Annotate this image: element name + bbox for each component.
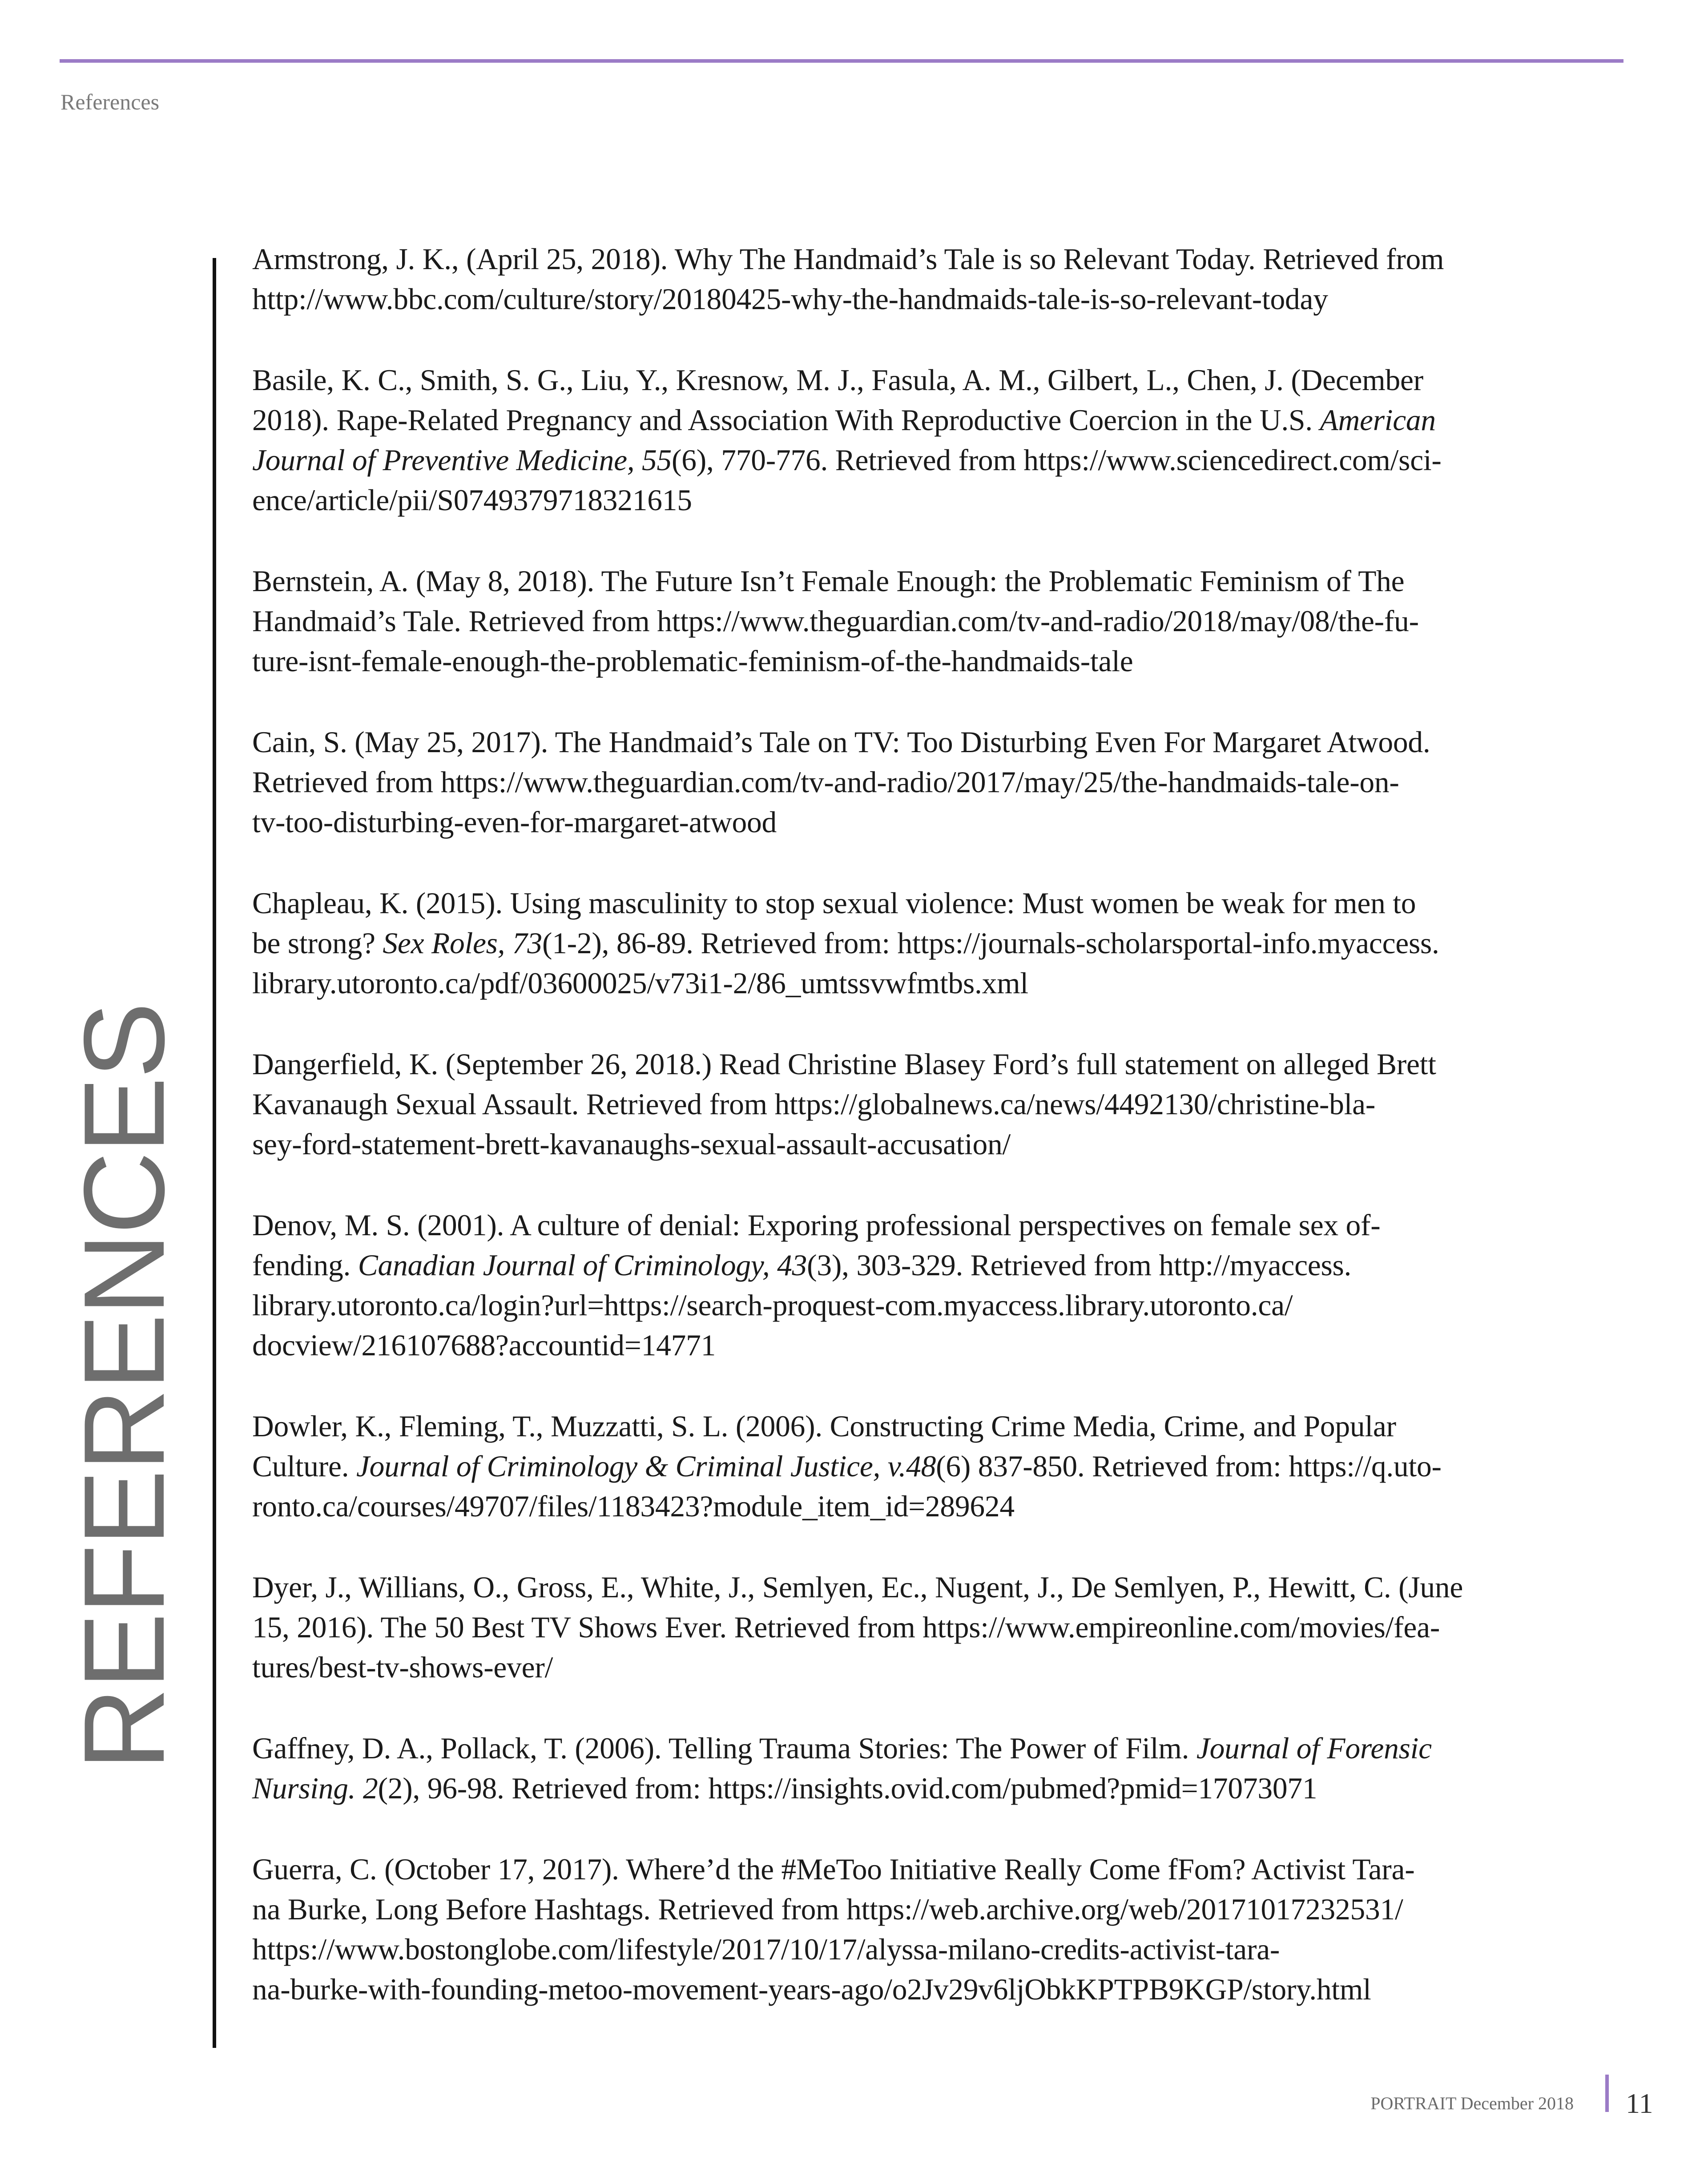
journal-title: Nursing. 2 (252, 1772, 378, 1805)
reference-line: 15, 2016). The 50 Best TV Shows Ever. Retrieved from https://www.empireonline.com/movies/fea- (252, 1611, 1440, 1644)
reference-item (252, 1850, 1587, 2010)
reference-line: Chapleau, K. (2015). Using masculinity to stop sexual violence: Must women be weak for men to (252, 887, 1416, 920)
journal-title: Journal of Preventive Medicine, 55 (252, 443, 672, 477)
reference-line (252, 1769, 1587, 1809)
reference-line: tv-too-disturbing-even-for-margaret-atwood (252, 806, 777, 839)
reference-item (252, 561, 1587, 681)
reference-line: Bernstein, A. (May 8, 2018). The Future Isn’t Female Enough: the Problematic Feminism of The (252, 564, 1405, 598)
reference-line: na-burke-with-founding-metoo-movement-years-ago/o2Jv29v6ljObkKPTPB9KGP/story.html (252, 1973, 1371, 2006)
reference-line (252, 923, 1587, 963)
reference-line: ence/article/pii/S0749379718321615 (252, 484, 692, 517)
reference-line (252, 400, 1587, 440)
reference-line: Dangerfield, K. (September 26, 2018.) Read Christine Blasey Ford’s full statement on alleged Brett (252, 1048, 1436, 1081)
reference-item (252, 1568, 1587, 1688)
reference-line: Dyer, J., Willians, O., Gross, E., White, J., Semlyen, Ec., Nugent, J., De Semlyen, P., Hewitt, C. (June (252, 1571, 1463, 1604)
reference-list (252, 239, 1587, 2051)
journal-title: Journal of Forensic (1196, 1732, 1432, 1765)
reference-item (252, 1406, 1587, 1527)
reference-line: tures/best-tv-shows-ever/ (252, 1651, 553, 1684)
reference-line: Cain, S. (May 25, 2017). The Handmaid’s Tale on TV: Too Disturbing Even For Margaret Atwood. (252, 725, 1430, 759)
reference-line: Handmaid’s Tale. Retrieved from https://www.theguardian.com/tv-and-radio/2018/may/08/the-fu- (252, 604, 1419, 638)
reference-line: ronto.ca/courses/49707/files/1183423?module_item_id=289624 (252, 1490, 1015, 1523)
reference-text: (3), 303-329. Retrieved from http://myaccess. (807, 1249, 1352, 1282)
reference-text: (6) 837-850. Retrieved from: https://q.uto- (936, 1450, 1442, 1483)
reference-line: Kavanaugh Sexual Assault. Retrieved from https://globalnews.ca/news/4492130/christine-bla- (252, 1088, 1376, 1121)
reference-text: be strong? (252, 927, 383, 960)
reference-line: http://www.bbc.com/culture/story/20180425-why-the-handmaids-tale-is-so-relevant-today (252, 282, 1328, 316)
reference-line (252, 1729, 1587, 1769)
reference-item (252, 722, 1587, 842)
reference-line (252, 1447, 1587, 1487)
running-head: References (60, 89, 160, 114)
reference-line (252, 1245, 1587, 1286)
reference-text: 2018). Rape-Related Pregnancy and Association With Reproductive Coercion in the U.S. (252, 403, 1320, 437)
reference-line: docview/216107688?accountid=14771 (252, 1329, 716, 1362)
reference-text: (2), 96-98. Retrieved from: https://insights.ovid.com/pubmed?pmid=17073071 (378, 1772, 1317, 1805)
footer-publication: PORTRAIT December 2018 (1370, 2093, 1574, 2113)
reference-line: na Burke, Long Before Hashtags. Retrieved from https://web.archive.org/web/20171017232531/ (252, 1893, 1403, 1926)
header-rule (60, 59, 1623, 63)
reference-line: Basile, K. C., Smith, S. G., Liu, Y., Kresnow, M. J., Fasula, A. M., Gilbert, L., Chen, J. (December (252, 363, 1423, 397)
reference-item (252, 1044, 1587, 1165)
reference-line: Denov, M. S. (2001). A culture of denial: Exporing professional perspectives on female sex of- (252, 1209, 1381, 1242)
reference-text: (1-2), 86-89. Retrieved from: https://journals-scholarsportal-info.myaccess. (542, 927, 1439, 960)
journal-title: Sex Roles, 73 (383, 927, 542, 960)
reference-item (252, 1205, 1587, 1366)
journal-title: American (1320, 403, 1436, 437)
reference-line: https://www.bostonglobe.com/lifestyle/2017/10/17/alyssa-milano-credits-activist-tara- (252, 1933, 1280, 1966)
reference-item (252, 883, 1587, 1003)
reference-line: Retrieved from https://www.theguardian.com/tv-and-radio/2017/may/25/the-handmaids-tale-on- (252, 766, 1399, 799)
sidebar-title-wrap (60, 1003, 188, 1770)
journal-title: Canadian Journal of Criminology, 43 (358, 1249, 807, 1282)
footer-rule (1605, 2075, 1609, 2112)
reference-text: (6), 770-776. Retrieved from https://www.sciencedirect.com/sci- (672, 443, 1442, 477)
reference-line (252, 440, 1587, 480)
reference-line: library.utoronto.ca/login?url=https://search-proquest-com.myaccess.library.utoronto.ca/ (252, 1289, 1293, 1322)
reference-line: sey-ford-statement-brett-kavanaughs-sexual-assault-accusation/ (252, 1128, 1011, 1161)
sidebar-title: REFERENCES (60, 1003, 188, 1770)
reference-text: Culture. (252, 1450, 356, 1483)
reference-line: ture-isnt-female-enough-the-problematic-feminism-of-the-handmaids-tale (252, 645, 1133, 678)
reference-text: Gaffney, D. A., Pollack, T. (2006). Telling Trauma Stories: The Power of Film. (252, 1732, 1196, 1765)
reference-line: Dowler, K., Fleming, T., Muzzatti, S. L. (2006). Constructing Crime Media, Crime, and Popular (252, 1410, 1396, 1443)
reference-line: Guerra, C. (October 17, 2017). Where’d the #MeToo Initiative Really Come fFom? Activist Tara- (252, 1853, 1415, 1886)
reference-text: fending. (252, 1249, 358, 1282)
reference-item (252, 239, 1587, 319)
reference-line: library.utoronto.ca/pdf/03600025/v73i1-2/86_umtssvwfmtbs.xml (252, 967, 1028, 1000)
reference-item (252, 1729, 1587, 1809)
sidebar-rule (213, 258, 216, 2048)
journal-title: Journal of Criminology & Criminal Justice, v.48 (356, 1450, 936, 1483)
reference-line: Armstrong, J. K., (April 25, 2018). Why The Handmaid’s Tale is so Relevant Today. Retrieved from (252, 242, 1444, 276)
page-number: 11 (1626, 2087, 1653, 2119)
reference-item (252, 360, 1587, 520)
